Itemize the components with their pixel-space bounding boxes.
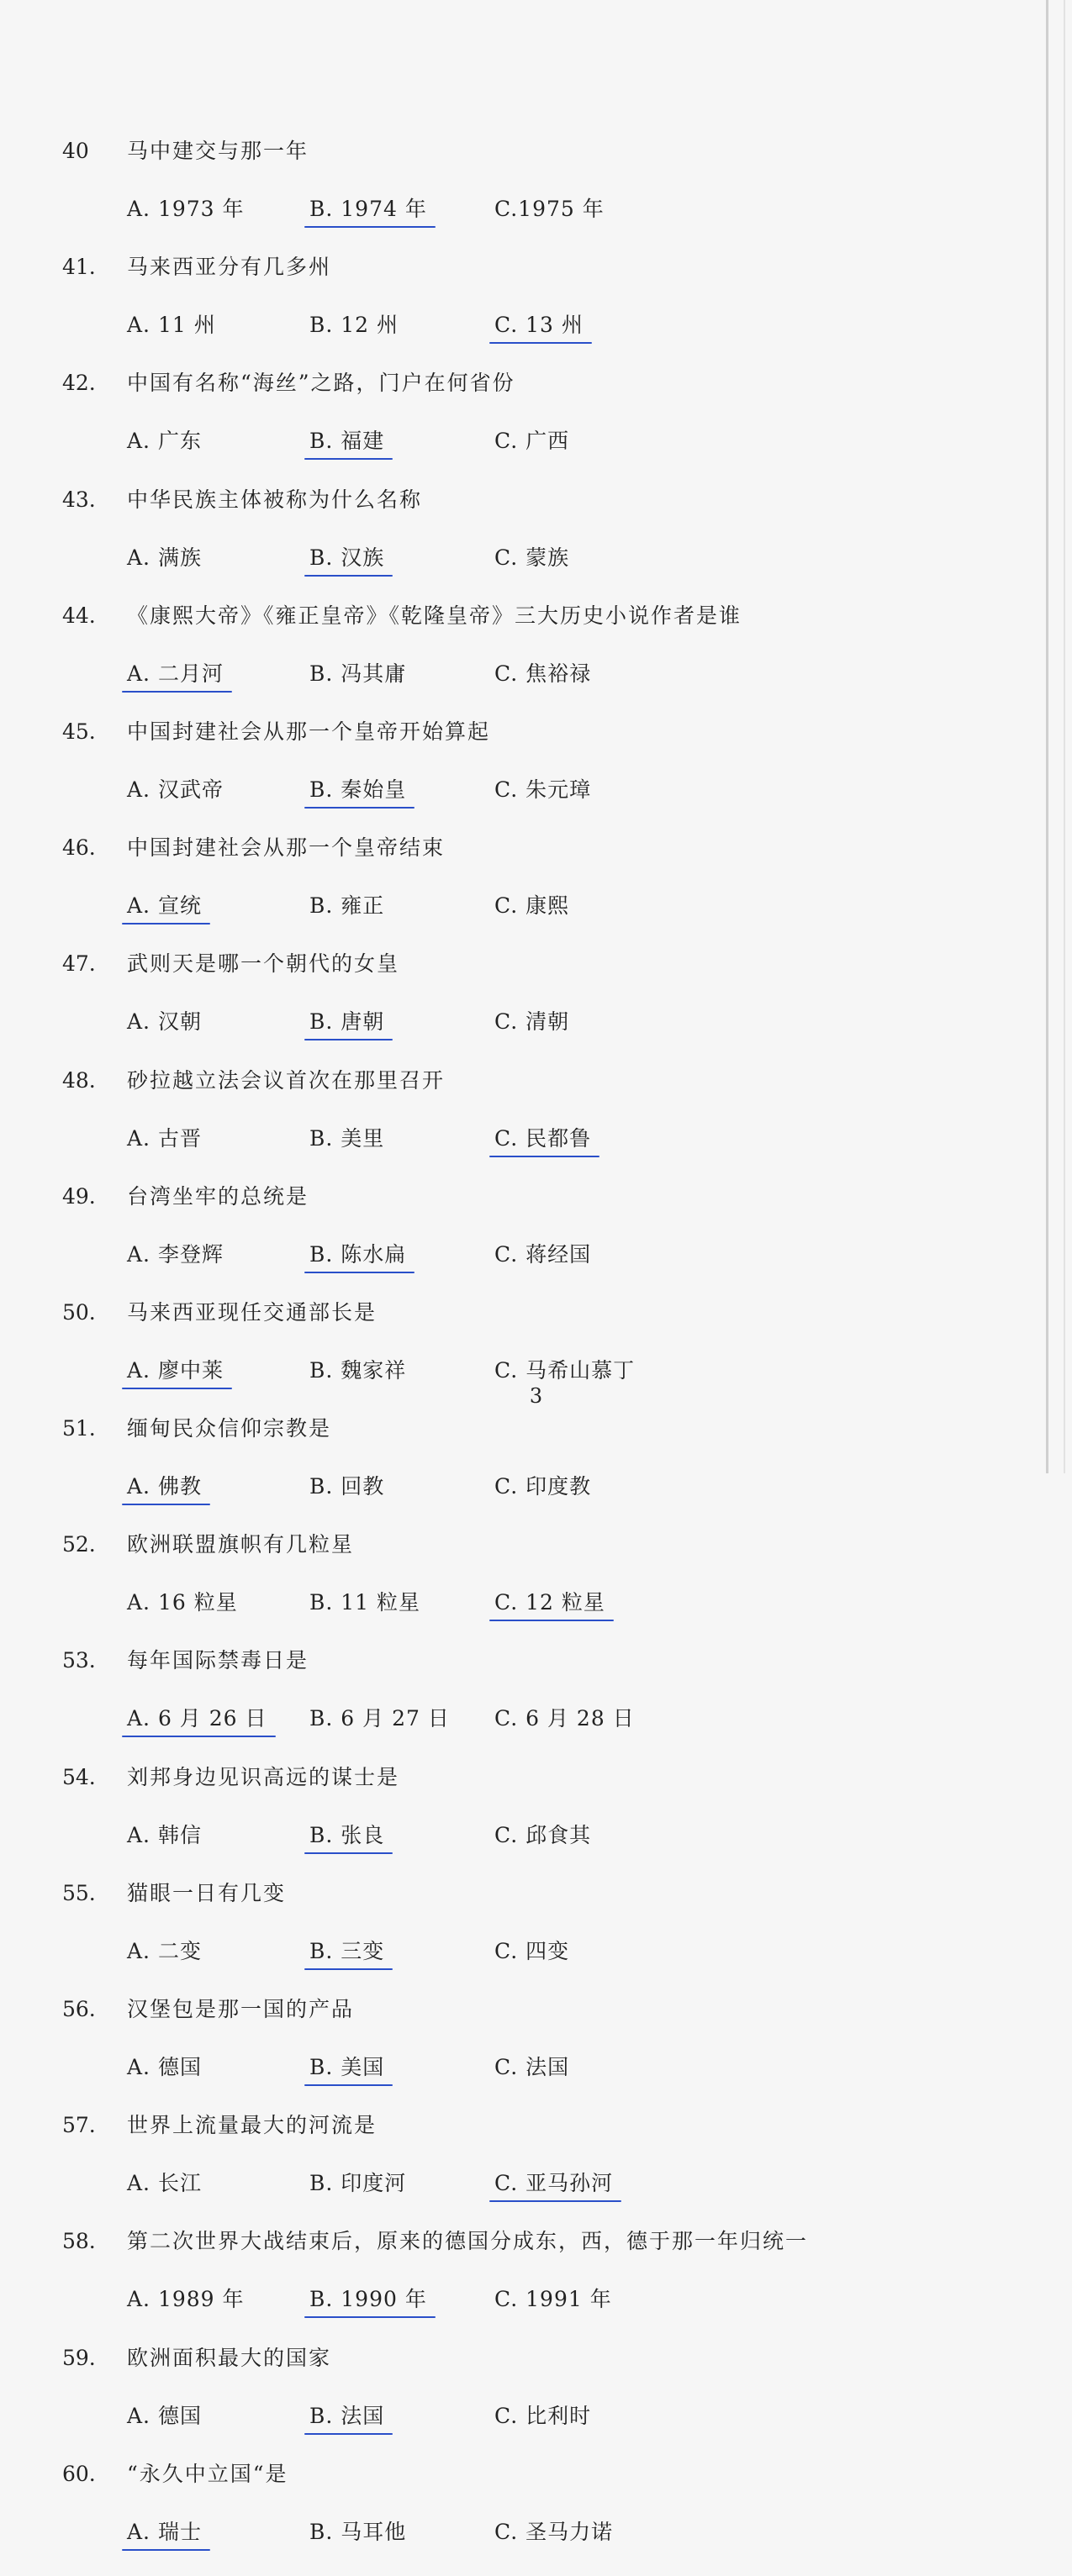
question-item [0, 486, 1072, 602]
answer-option: A. 广东 [127, 429, 202, 454]
answer-option: A. 长江 [127, 2171, 202, 2196]
answer-option-underlined: B. 美国 [309, 2053, 384, 2082]
question-text: “永久中立国“是 [127, 2461, 288, 2486]
question-number: 56. [62, 1997, 96, 2021]
answer-option: B. 马耳他 [309, 2519, 407, 2544]
question-item [0, 253, 1072, 369]
answer-option: A. 汉武帝 [127, 777, 224, 802]
question-item [0, 1763, 1072, 1879]
answer-option: C. 圣马力诺 [494, 2519, 614, 2544]
answer-option-underlined: A. 二月河 [127, 660, 224, 688]
question-number: 49. [62, 1183, 96, 1209]
question-number: 51. [62, 1416, 96, 1441]
answer-option: B. 雍正 [309, 893, 385, 919]
answer-option-underlined: C. 民都鲁 [494, 1125, 591, 1153]
answer-option-underlined: B. 汉族 [309, 544, 384, 572]
question-number: 54. [62, 1764, 96, 1789]
question-item [0, 1183, 1072, 1299]
question-item [0, 1067, 1072, 1183]
question-text: 世界上流量最大的河流是 [127, 2113, 378, 2138]
question-text: 马来西亚现任交通部长是 [127, 1299, 378, 1325]
question-item [0, 834, 1072, 950]
question-item [0, 2111, 1072, 2227]
answer-option-underlined: B. 1974 年 [309, 195, 427, 224]
answer-option: A. 16 粒星 [127, 1590, 238, 1615]
question-number: 43. [62, 487, 96, 512]
answer-option: B. 魏家祥 [309, 1357, 407, 1383]
question-text: 马来西亚分有几多州 [127, 255, 332, 280]
answer-option-underlined: B. 三变 [309, 1937, 384, 1966]
answer-option: A. 1973 年 [127, 197, 245, 221]
question-text: 《康熙大帝》《雍正皇帝》《乾隆皇帝》三大历史小说作者是谁 [127, 603, 742, 628]
answer-option-underlined: B. 唐朝 [309, 1008, 384, 1036]
question-number: 46. [62, 835, 96, 861]
answer-option-underlined: B. 张良 [309, 1821, 384, 1850]
answer-option-underlined: A. 廖中莱 [127, 1356, 224, 1385]
question-text: 欧洲面积最大的国家 [127, 2345, 332, 2370]
answer-option: C.1975 年 [494, 197, 605, 221]
answer-option: A. 二变 [127, 1938, 202, 1963]
answer-option: C. 1991 年 [494, 2287, 612, 2312]
answer-option: C. 四变 [494, 1938, 570, 1963]
question-text: 武则天是哪一个朝代的女皇 [127, 951, 400, 977]
question-number: 53. [62, 1648, 96, 1673]
question-item [0, 1995, 1072, 2111]
answer-option: C. 比利时 [494, 2403, 592, 2428]
answer-option-underlined: C. 亚马孙河 [494, 2169, 613, 2198]
question-number: 57. [62, 2113, 96, 2138]
answer-option: A. 11 州 [127, 313, 216, 338]
answer-option: C. 印度教 [494, 1474, 592, 1499]
answer-option: C. 蒙族 [494, 545, 570, 570]
answer-option: C. 广西 [494, 429, 570, 454]
question-number: 59. [62, 2345, 96, 2370]
question-text: 中国封建社会从那一个皇帝开始算起 [127, 719, 491, 744]
answer-option: C. 朱元璋 [494, 777, 592, 802]
answer-option: C. 马希山慕丁 [494, 1357, 636, 1383]
answer-option: A. 汉朝 [127, 1009, 202, 1035]
answer-option-underlined: B. 陈水扁 [309, 1241, 406, 1269]
question-item [0, 2344, 1072, 2460]
question-text: 砂拉越立法会议首次在那里召开 [127, 1067, 446, 1093]
answer-option-underlined: C. 12 粒星 [494, 1588, 605, 1617]
answer-option: C. 蒋经国 [494, 1241, 592, 1267]
question-text: 刘邦身边见识高远的谋士是 [127, 1764, 400, 1789]
answer-option-underlined: A. 6 月 26 日 [127, 1704, 267, 1733]
question-text: 中国封建社会从那一个皇帝结束 [127, 835, 446, 861]
question-item [0, 950, 1072, 1066]
question-text: 中华民族主体被称为什么名称 [127, 487, 423, 512]
answer-option-underlined: B. 秦始皇 [309, 776, 406, 804]
question-text: 欧洲联盟旗帜有几粒星 [127, 1532, 355, 1557]
answer-option: A. 李登辉 [127, 1241, 224, 1267]
answer-option: A. 德国 [127, 2055, 202, 2079]
answer-option-underlined: A. 佛教 [127, 1472, 202, 1501]
question-item [0, 2460, 1072, 2576]
answer-option: B. 12 州 [309, 313, 399, 338]
question-item [0, 2227, 1072, 2343]
page-number: 3 [529, 1384, 543, 1408]
question-text: 缅甸民众信仰宗教是 [127, 1416, 332, 1441]
question-item [0, 1530, 1072, 1646]
answer-option: A. 德国 [127, 2403, 202, 2428]
question-number: 60. [62, 2461, 96, 2486]
question-text: 汉堡包是那一国的产品 [127, 1997, 355, 2021]
answer-option: C. 邱食其 [494, 1822, 592, 1847]
question-item [0, 1879, 1072, 1995]
question-number: 52. [62, 1532, 96, 1557]
answer-option: B. 11 粒星 [309, 1590, 421, 1615]
answer-option: B. 印度河 [309, 2171, 407, 2196]
question-text: 第二次世界大战结束后，原来的德国分成东，西，德于那一年归统一 [127, 2229, 809, 2254]
answer-option-underlined: A. 瑞士 [127, 2518, 202, 2547]
answer-option-underlined: B. 福建 [309, 427, 384, 456]
question-number: 42. [62, 371, 96, 396]
answer-option: C. 6 月 28 日 [494, 1706, 635, 1731]
question-number: 55. [62, 1880, 96, 1905]
answer-option: A. 古晋 [127, 1125, 202, 1151]
question-number: 48. [62, 1067, 96, 1093]
question-number: 50. [62, 1299, 96, 1325]
answer-option: C. 焦裕禄 [494, 661, 592, 686]
question-text: 猫眼一日有几变 [127, 1880, 287, 1905]
question-item [0, 602, 1072, 718]
answer-option-underlined: B. 1990 年 [309, 2285, 427, 2314]
question-item [0, 1414, 1072, 1530]
question-number: 41. [62, 255, 96, 280]
question-number: 58. [62, 2229, 96, 2254]
question-text: 马中建交与那一年 [127, 139, 309, 163]
answer-option: B. 回教 [309, 1474, 385, 1499]
question-item [0, 1646, 1072, 1762]
answer-option: C. 康熙 [494, 893, 570, 919]
question-number: 47. [62, 951, 96, 977]
question-number: 44. [62, 603, 96, 628]
question-text: 台湾坐牢的总统是 [127, 1183, 309, 1209]
question-number: 40 [62, 139, 89, 163]
question-item [0, 718, 1072, 834]
answer-option: A. 1989 年 [127, 2287, 245, 2312]
question-list [0, 137, 1072, 2576]
question-text: 每年国际禁毒日是 [127, 1648, 309, 1673]
answer-option: C. 清朝 [494, 1009, 570, 1035]
answer-option: A. 满族 [127, 545, 202, 570]
answer-option-underlined: B. 法国 [309, 2402, 384, 2431]
question-number: 45. [62, 719, 96, 744]
answer-option: C. 法国 [494, 2055, 570, 2079]
answer-option-underlined: A. 宣统 [127, 892, 202, 920]
answer-option: B. 6 月 27 日 [309, 1706, 450, 1731]
question-item [0, 137, 1072, 253]
answer-option-underlined: C. 13 州 [494, 311, 584, 340]
question-text: 中国有名称“海丝”之路，门户在何省份 [127, 371, 515, 396]
answer-option: B. 美里 [309, 1125, 385, 1151]
answer-option: B. 冯其庸 [309, 661, 407, 686]
question-item [0, 369, 1072, 485]
answer-option: A. 韩信 [127, 1822, 202, 1847]
